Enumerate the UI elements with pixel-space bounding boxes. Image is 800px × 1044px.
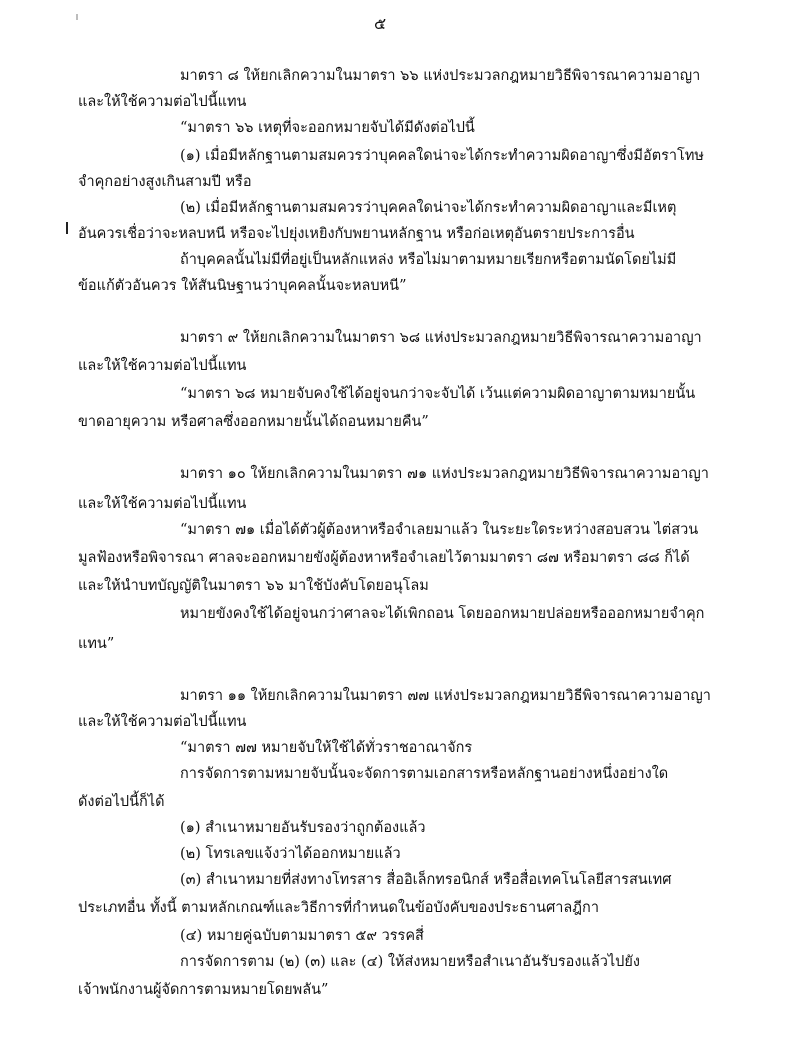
paragraph-line: การจัดการตาม (๒) (๓) และ (๔) ให้ส่งหมายหรือสำเนาอันรับรองแล้วไปยัง xyxy=(180,954,640,970)
paragraph-line: หมายขังคงใช้ได้อยู่จนกว่าศาลจะได้เพิกถอน โดยออกหมายปล่อยหรือออกหมายจำคุก xyxy=(180,606,705,622)
paragraph-line: แทน” xyxy=(78,636,115,652)
paragraph-line: ถ้าบุคคลนั้นไม่มีที่อยู่เป็นหลักแหล่ง หรือไม่มาตามหมายเรียกหรือตามนัดโดยไม่มี xyxy=(180,252,677,268)
paragraph-line: (๒) เมื่อมีหลักฐานตามสมควรว่าบุคคลใดน่าจะได้กระทำความผิดอาญาและมีเหตุ xyxy=(180,200,677,216)
paragraph-line: มาตรา ๑๐ ให้ยกเลิกความในมาตรา ๗๑ แห่งประมวลกฎหมายวิธีพิจารณาความอาญา xyxy=(180,466,709,482)
paragraph-line: การจัดการตามหมายจับนั้นจะจัดการตามเอกสารหรือหลักฐานอย่างหนึ่งอย่างใด xyxy=(180,766,669,782)
paragraph-line: มูลฟ้องหรือพิจารณา ศาลจะออกหมายขังผู้ต้องหาหรือจำเลยไว้ตามมาตรา ๘๗ หรือมาตรา ๘๘ ก็ได้ xyxy=(78,550,690,566)
paragraph-line: ข้อแก้ตัวอันควร ให้สันนิษฐานว่าบุคคลนั้นจะหลบหนี” xyxy=(78,278,407,294)
paragraph-line: “มาตรา ๗๑ เมื่อได้ตัวผู้ต้องหาหรือจำเลยมาแล้ว ในระยะใดระหว่างสอบสวน ไต่สวน xyxy=(180,522,699,538)
paragraph-line: จำคุกอย่างสูงเกินสามปี หรือ xyxy=(78,174,252,190)
paragraph-line: (๓) สำเนาหมายที่ส่งทางโทรสาร สื่ออิเล็กทรอนิกส์ หรือสื่อเทคโนโลยีสารสนเทศ xyxy=(180,872,672,888)
paragraph-line: เจ้าพนักงานผู้จัดการตามหมายโดยพลัน” xyxy=(78,982,329,998)
paragraph-line: (๒) โทรเลขแจ้งว่าได้ออกหมายแล้ว xyxy=(180,846,401,862)
paragraph-line: “มาตรา ๗๗ หมายจับให้ใช้ได้ทั่วราชอาณาจักร xyxy=(180,740,473,756)
margin-mark xyxy=(66,222,68,234)
paragraph-line: ขาดอายุความ หรือศาลซึ่งออกหมายนั้นได้ถอนหมายคืน” xyxy=(78,414,429,430)
paragraph-line: มาตรา ๘ ให้ยกเลิกความในมาตรา ๖๖ แห่งประมวลกฎหมายวิธีพิจารณาความอาญา xyxy=(180,68,701,84)
paragraph-line: (๔) หมายคู่ฉบับตามมาตรา ๕๙ วรรคสี่ xyxy=(180,928,424,944)
paragraph-line: ดังต่อไปนี้ก็ได้ xyxy=(78,794,165,810)
paragraph-line: “มาตรา ๖๘ หมายจับคงใช้ได้อยู่จนกว่าจะจับได้ เว้นแต่ความผิดอาญาตามหมายนั้น xyxy=(180,386,696,402)
paragraph-line: มาตรา ๙ ให้ยกเลิกความในมาตรา ๖๘ แห่งประมวลกฎหมายวิธีพิจารณาความอาญา xyxy=(180,330,702,346)
paragraph-line: และให้ใช้ความต่อไปนี้แทน xyxy=(78,358,247,374)
paragraph-line: (๑) เมื่อมีหลักฐานตามสมควรว่าบุคคลใดน่าจะได้กระทำความผิดอาญาซึ่งมีอัตราโทษ xyxy=(180,148,704,164)
scan-speck xyxy=(76,14,78,20)
paragraph-line: มาตรา ๑๑ ให้ยกเลิกความในมาตรา ๗๗ แห่งประมวลกฎหมายวิธีพิจารณาความอาญา xyxy=(180,688,711,704)
paragraph-line: ประเภทอื่น ทั้งนี้ ตามหลักเกณฑ์และวิธีการที่กำหนดในข้อบังคับของประธานศาลฎีกา xyxy=(78,900,599,916)
paragraph-line: และให้ใช้ความต่อไปนี้แทน xyxy=(78,714,247,730)
paragraph-line: อันควรเชื่อว่าจะหลบหนี หรือจะไปยุ่งเหยิงกับพยานหลักฐาน หรือก่อเหตุอันตรายประการอื่น xyxy=(78,226,635,242)
paragraph-line: และให้ใช้ความต่อไปนี้แทน xyxy=(78,94,247,110)
paragraph-line: และให้ใช้ความต่อไปนี้แทน xyxy=(78,496,247,512)
paragraph-line: (๑) สำเนาหมายอันรับรองว่าถูกต้องแล้ว xyxy=(180,820,426,836)
page-number: ๕ xyxy=(373,14,387,33)
paragraph-line: และให้นำบทบัญญัติในมาตรา ๖๖ มาใช้บังคับโดยอนุโลม xyxy=(78,578,429,594)
paragraph-line: “มาตรา ๖๖ เหตุที่จะออกหมายจับได้มีดังต่อไปนี้ xyxy=(180,120,475,136)
